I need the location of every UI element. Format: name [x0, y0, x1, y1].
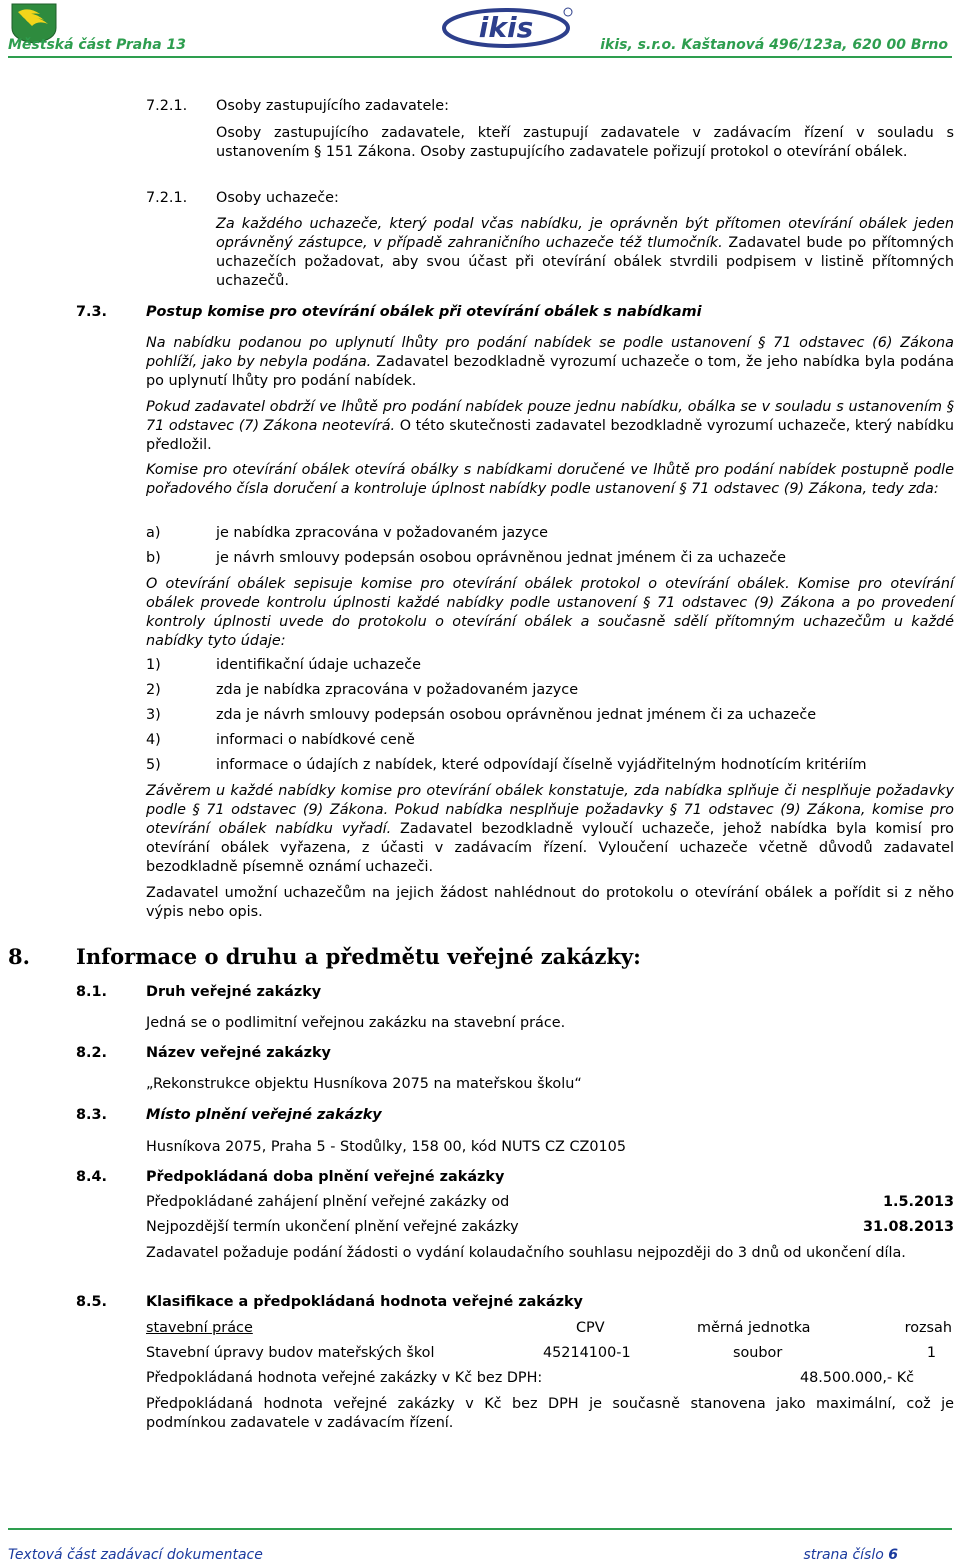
- estimated-value: 48.500.000,- Kč: [800, 1370, 915, 1386]
- list2-item-1-key: 1): [146, 657, 161, 673]
- list1-item-a-text: je nabídka zpracována v požadovaném jazyce: [216, 525, 548, 541]
- section-7-3-p1-italic: Na nabídku podanou po uplynutí lhůty pro podání nabídek se podle ustanovení § 71 odstavec (6) Zákona pohlíží, jako by nebyla podána.: [146, 335, 954, 370]
- ikis-logo-text: ikis: [478, 11, 534, 44]
- header-company: ikis, s.r.o. Kaštanová 496/123a, 620 00 Brno: [600, 37, 948, 53]
- section-7-3-p2: [146, 398, 954, 455]
- section-8-5-number: 8.5.: [76, 1294, 107, 1310]
- table-header-cpv: CPV: [576, 1320, 605, 1336]
- section-7-2-1b-number: 7.2.1.: [146, 190, 188, 206]
- section-8-2-body: „Rekonstrukce objektu Husníkova 2075 na mateřskou školu“: [146, 1076, 582, 1092]
- footer-page-number: 6: [888, 1547, 898, 1563]
- section-7-3-p1-rest: Zadavatel bezodkladně vyrozumí uchazeče o tom, že jeho nabídka byla podána po uplynutí lhůty pro podání nabídek.: [146, 354, 955, 389]
- table-row-category: Stavební úpravy budov mateřských škol: [146, 1345, 435, 1361]
- section-7-2-1b-body-italic: Za každého uchazeče, který podal včas nabídku, je oprávněn být přítomen otevírání obálek jeden oprávněný zástupce, v případě zahraničního uchazeče též tlumočník.: [216, 216, 954, 251]
- section-8-4-title: Předpokládaná doba plnění veřejné zakázky: [146, 1169, 505, 1185]
- section-8-3-body: Husníkova 2075, Praha 5 - Stodůlky, 158 00, kód NUTS CZ CZ0105: [146, 1139, 626, 1155]
- section-7-3-p5-italic: Závěrem u každé nabídky komise pro otevírání obálek konstatuje, zda nabídka splňuje či nesplňuje požadavky podle § 71 odstavec (9) Zákona. Pokud nabídka nesplňuje požadavky § 71 odstavec (9) Zákona, komise pro otevírání obálek nabídku vyřadí.: [146, 783, 954, 837]
- end-date-label: Nejpozdější termín ukončení plnění veřejné zakázky: [146, 1219, 519, 1235]
- section-7-3-p5: [146, 782, 954, 877]
- table-row-cpv: 45214100-1: [543, 1345, 631, 1361]
- list2-item-2-text: zda je nabídka zpracována v požadovaném jazyce: [216, 682, 579, 698]
- footer-divider: [8, 1528, 952, 1530]
- section-7-2-1b-title: Osoby uchazeče:: [216, 190, 339, 206]
- section-8-2-title: Název veřejné zakázky: [146, 1045, 331, 1061]
- section-7-2-1a-number: 7.2.1.: [146, 98, 188, 114]
- list2-item-5-text: informace o údajích z nabídek, které odpovídají číselně vyjádřitelným hodnotícím kritériím: [216, 757, 867, 773]
- footer-page-label: strana číslo: [803, 1547, 884, 1563]
- footer-page: [803, 1547, 898, 1563]
- section-8-3-title: Místo plnění veřejné zakázky: [146, 1107, 382, 1123]
- section-7-3-p2-italic: Pokud zadavatel obdrží ve lhůtě pro podání nabídek pouze jednu nabídku, obálka se v souladu s ustanovením § 71 odstavec (7) Zákona neotevírá.: [146, 399, 954, 434]
- table-header-scope: rozsah: [904, 1320, 952, 1336]
- section-8-4-number: 8.4.: [76, 1169, 107, 1185]
- section-7-3-number: 7.3.: [76, 304, 107, 320]
- list2-item-4-text: informaci o nabídkové ceně: [216, 732, 415, 748]
- estimated-value-label: Předpokládaná hodnota veřejné zakázky v Kč bez DPH:: [146, 1370, 543, 1386]
- list2-item-1-text: identifikační údaje uchazeče: [216, 657, 421, 673]
- section-8-5-note: Předpokládaná hodnota veřejné zakázky v Kč bez DPH je současně stanovena jako maximální, což je podmínkou zadavatele v zadávacím řízení.: [146, 1396, 954, 1431]
- section-8-1-title: Druh veřejné zakázky: [146, 984, 322, 1000]
- section-7-3-p2-rest: O této skutečnosti zadavatel bezodkladně vyrozumí uchazeče, který nabídku předložil.: [146, 418, 954, 453]
- section-7-3-p6: Zadavatel umožní uchazečům na jejich žádost nahlédnout do protokolu o otevírání obálek a pořídit si z něho výpis nebo opis.: [146, 885, 954, 920]
- section-7-2-1b-body: [216, 215, 954, 291]
- section-8-number: 8.: [8, 944, 30, 969]
- list2-item-3-key: 3): [146, 707, 161, 723]
- list2-item-4-key: 4): [146, 732, 161, 748]
- section-8-2-number: 8.2.: [76, 1045, 107, 1061]
- table-row-scope: 1: [926, 1345, 936, 1361]
- section-7-3-p1: [146, 334, 954, 391]
- section-7-2-1a-title: Osoby zastupujícího zadavatele:: [216, 98, 450, 114]
- section-8-title: Informace o druhu a předmětu veřejné zakázky:: [76, 944, 641, 969]
- start-date-value: 1.5.2013: [882, 1194, 954, 1210]
- table-row-unit: soubor: [733, 1345, 783, 1361]
- list2-item-5-key: 5): [146, 757, 161, 773]
- header-divider: [8, 56, 952, 58]
- section-8-4-note: Zadavatel požaduje podání žádosti o vydání kolaudačního souhlasu nejpozději do 3 dnů od ukončení díla.: [146, 1245, 906, 1261]
- footer-document-name: Textová část zadávací dokumentace: [8, 1547, 263, 1563]
- table-header-unit: měrná jednotka: [697, 1320, 811, 1336]
- list2-item-2-key: 2): [146, 682, 161, 698]
- section-7-3-title: Postup komise pro otevírání obálek při otevírání obálek s nabídkami: [146, 304, 702, 320]
- section-8-3-number: 8.3.: [76, 1107, 107, 1123]
- section-8-1-body: Jedná se o podlimitní veřejnou zakázku na stavební práce.: [146, 1015, 566, 1031]
- section-7-3-p5-rest: Zadavatel bezodkladně vyloučí uchazeče, jehož nabídka byla komisí pro otevírání obálek vyřazena, z účasti v zadávacím řízení. Vyloučení uchazeče včetně důvodů zadavatel bezodkladně písemně oznámí uchazeči.: [146, 821, 954, 875]
- section-8-5-title: Klasifikace a předpokládaná hodnota veřejné zakázky: [146, 1294, 583, 1310]
- ikis-logo: [440, 6, 576, 50]
- table-header-category: stavební práce: [146, 1320, 253, 1336]
- end-date-value: 31.08.2013: [862, 1219, 954, 1235]
- section-7-3-p4: O otevírání obálek sepisuje komise pro otevírání obálek protokol o otevírání obálek. Komise pro otevírání obálek provede kontrolu úplnosti každé nabídky podle ustanovení § 71 odstavec (9) Zákona a po provedení kontroly úplnosti uvede do protokolu o otevírání obálek a současně sdělí přítomným uchazečům u každé nabídky tyto údaje:: [146, 576, 954, 649]
- list1-item-a-key: a): [146, 525, 161, 541]
- section-8-1-number: 8.1.: [76, 984, 107, 1000]
- header-municipality: Městská část Praha 13: [8, 37, 187, 53]
- section-7-2-1a-body: Osoby zastupujícího zadavatele, kteří zastupují zadavatele v zadávacím řízení v souladu s ustanovením § 151 Zákona. Osoby zastupujícího zadavatele pořizují protokol o otevírání obálek.: [216, 125, 954, 160]
- list1-item-b-text: je návrh smlouvy podepsán osobou oprávněnou jednat jménem či za uchazeče: [216, 550, 787, 566]
- list2-item-3-text: zda je návrh smlouvy podepsán osobou oprávněnou jednat jménem či za uchazeče: [216, 707, 817, 723]
- list1-item-b-key: b): [146, 550, 161, 566]
- start-date-label: Předpokládané zahájení plnění veřejné zakázky od: [146, 1194, 510, 1210]
- section-7-2-1b-body-rest: Zadavatel bude po přítomných uchazečích požadovat, aby svou účast při otevírání obálek stvrdili podpisem v listině přítomných uchazečů.: [216, 235, 954, 289]
- section-7-3-p3: Komise pro otevírání obálek otevírá obálky s nabídkami doručené ve lhůtě pro podání nabídek postupně podle pořadového čísla doručení a kontroluje úplnost nabídky podle ustanovení § 71 odstavec (9) Zákona, tedy zda:: [146, 462, 954, 497]
